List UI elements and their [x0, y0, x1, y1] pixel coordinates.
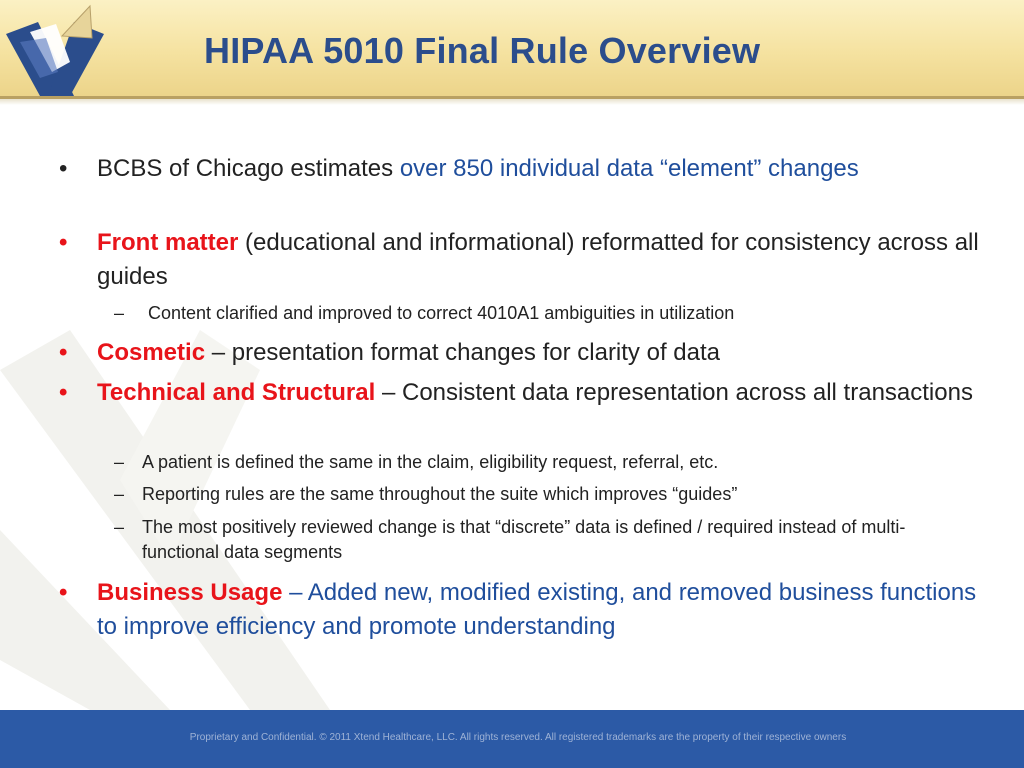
bullet-business-usage [59, 576, 997, 644]
footer-copyright: Proprietary and Confidential. © 2011 Xtend Healthcare, LLC. All rights reserved. All registered trademarks are the property of their respective owners [189, 732, 847, 743]
bullet-lead: Technical and Structural [97, 379, 376, 406]
bullet-lead: Business Usage [97, 579, 283, 606]
footer-bar [0, 710, 1024, 768]
bullet-dot: • [59, 379, 68, 406]
bullet-lead: Cosmetic [97, 339, 206, 366]
bullet-bcbs [59, 152, 997, 186]
bullet-cosmetic [59, 336, 997, 370]
bullet-text: BCBS of Chicago estimates [97, 155, 400, 182]
bullet-text: – presentation format changes for clarity of data [205, 339, 720, 366]
bullet-technical-structural [59, 376, 997, 410]
dash-marker: – [114, 517, 125, 537]
bullet-dot: • [59, 579, 68, 606]
sub-bullet-content-clarified [114, 301, 968, 326]
bullet-highlight: Added new, modified existing, and removed business functions to improve efficiency and promote understanding [97, 579, 977, 640]
sub-bullet-text: Content clarified and improved to correct 4010A1 ambiguities in utilization [148, 303, 735, 323]
bullet-dot: • [59, 155, 68, 182]
bullet-text: – [282, 579, 308, 606]
sub-bullet-patient-defined [114, 450, 962, 475]
slide-title: HIPAA 5010 Final Rule Overview [204, 30, 761, 71]
dash-marker: – [114, 484, 125, 504]
sub-bullet-reporting-rules [114, 482, 962, 507]
bullet-front-matter [59, 226, 997, 294]
sub-bullet-text: A patient is defined the same in the claim, eligibility request, referral, etc. [142, 452, 719, 472]
bullet-lead: Front matter [97, 229, 239, 256]
dash-marker: – [114, 452, 125, 472]
bullet-dot: • [59, 229, 68, 256]
bullet-highlight: over 850 individual data “element” changes [399, 155, 859, 182]
sub-bullet-text: The most positively reviewed change is that “discrete” data is defined / required instead of multi-functional data segments [142, 517, 906, 562]
dash-marker: – [114, 303, 125, 323]
bullet-text: – Consistent data representation across all transactions [375, 379, 973, 406]
sub-bullet-discrete-data [114, 515, 962, 565]
bullet-dot: • [59, 339, 68, 366]
bullet-text: (educational and informational) reformatted for consistency across all guides [97, 229, 979, 290]
sub-bullet-text: Reporting rules are the same throughout the suite which improves “guides” [142, 484, 738, 504]
